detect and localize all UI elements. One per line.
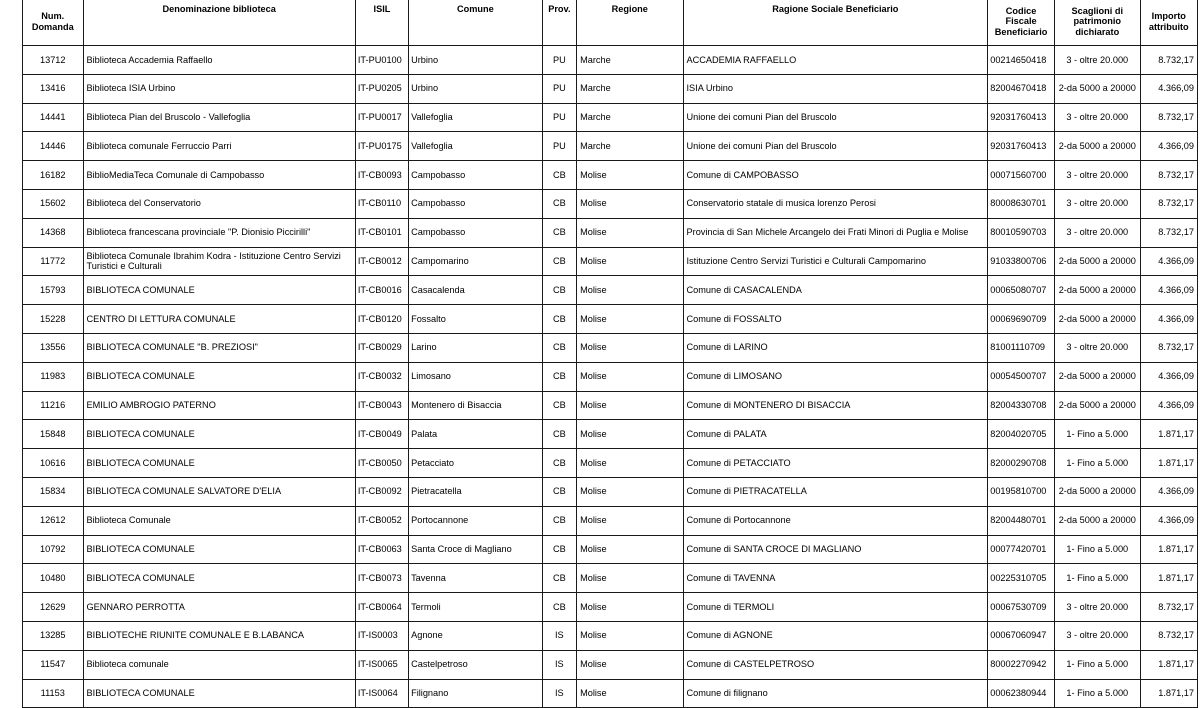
table-row [23,46,1198,75]
cell-denominazione: BiblioMediaTeca Comunale di Campobasso [83,161,355,190]
header-importo: Importo attribuito [1140,0,1197,46]
cell-ragione-sociale: ACCADEMIA RAFFAELLO [683,46,988,75]
cell-denominazione: BIBLIOTECA COMUNALE [83,535,355,564]
cell-denominazione: Biblioteca ISIA Urbino [83,74,355,103]
cell-prov: CB [542,276,576,305]
cell-ragione-sociale: Comune di PIETRACATELLA [683,477,988,506]
cell-codice-fiscale: 82004330708 [988,391,1055,420]
cell-importo: 4.366,09 [1140,74,1197,103]
cell-isil: IT-CB0120 [355,305,408,334]
cell-denominazione: BIBLIOTECA COMUNALE [83,679,355,708]
cell-regione: Molise [577,391,683,420]
cell-isil: IT-CB0043 [355,391,408,420]
cell-ragione-sociale: Comune di filignano [683,679,988,708]
cell-importo: 8.732,17 [1140,161,1197,190]
cell-codice-fiscale: 82004020705 [988,420,1055,449]
cell-regione: Molise [577,621,683,650]
cell-prov: CB [542,189,576,218]
cell-isil: IT-CB0049 [355,420,408,449]
cell-regione: Molise [577,161,683,190]
cell-importo: 4.366,09 [1140,247,1197,276]
header-ragione-sociale: Ragione Sociale Beneficiario [683,0,988,46]
table-row [23,189,1198,218]
cell-num-domanda: 13712 [23,46,84,75]
cell-denominazione: BIBLIOTECHE RIUNITE COMUNALE E B.LABANCA [83,621,355,650]
table-row [23,218,1198,247]
cell-prov: PU [542,132,576,161]
cell-prov: CB [542,506,576,535]
cell-num-domanda: 10480 [23,564,84,593]
cell-num-domanda: 13416 [23,74,84,103]
cell-codice-fiscale: 92031760413 [988,132,1055,161]
cell-codice-fiscale: 00065080707 [988,276,1055,305]
cell-importo: 4.366,09 [1140,391,1197,420]
cell-ragione-sociale: ISIA Urbino [683,74,988,103]
cell-scaglione: 2-da 5000 a 20000 [1054,506,1140,535]
cell-comune: Casacalenda [409,276,543,305]
cell-scaglione: 3 - oltre 20.000 [1054,593,1140,622]
cell-comune: Petacciato [409,449,543,478]
cell-importo: 8.732,17 [1140,621,1197,650]
cell-codice-fiscale: 82004670418 [988,74,1055,103]
cell-comune: Tavenna [409,564,543,593]
cell-comune: Urbino [409,46,543,75]
cell-num-domanda: 12629 [23,593,84,622]
cell-ragione-sociale: Comune di TAVENNA [683,564,988,593]
cell-regione: Marche [577,132,683,161]
header-regione: Regione [577,0,683,46]
cell-scaglione: 1- Fino a 5.000 [1054,564,1140,593]
cell-denominazione: Biblioteca comunale [83,650,355,679]
table-row [23,333,1198,362]
cell-isil: IT-CB0064 [355,593,408,622]
cell-codice-fiscale: 00067060947 [988,621,1055,650]
cell-prov: CB [542,564,576,593]
cell-scaglione: 2-da 5000 a 20000 [1054,362,1140,391]
cell-prov: IS [542,679,576,708]
cell-num-domanda: 12612 [23,506,84,535]
cell-regione: Marche [577,74,683,103]
cell-codice-fiscale: 80010590703 [988,218,1055,247]
cell-regione: Molise [577,305,683,334]
cell-importo: 1.871,17 [1140,650,1197,679]
table-row [23,650,1198,679]
cell-ragione-sociale: Comune di CASACALENDA [683,276,988,305]
cell-scaglione: 3 - oltre 20.000 [1054,161,1140,190]
table-row [23,247,1198,276]
cell-codice-fiscale: 00077420701 [988,535,1055,564]
cell-regione: Molise [577,420,683,449]
cell-comune: Santa Croce di Magliano [409,535,543,564]
cell-scaglione: 3 - oltre 20.000 [1054,621,1140,650]
cell-isil: IT-CB0101 [355,218,408,247]
cell-importo: 4.366,09 [1140,305,1197,334]
cell-denominazione: Biblioteca Accademia Raffaello [83,46,355,75]
cell-importo: 8.732,17 [1140,333,1197,362]
cell-isil: IT-CB0110 [355,189,408,218]
cell-num-domanda: 13285 [23,621,84,650]
cell-comune: Larino [409,333,543,362]
cell-denominazione: Biblioteca comunale Ferruccio Parri [83,132,355,161]
cell-codice-fiscale: 00054500707 [988,362,1055,391]
cell-isil: IT-CB0050 [355,449,408,478]
cell-prov: CB [542,305,576,334]
cell-ragione-sociale: Comune di Portocannone [683,506,988,535]
cell-importo: 1.871,17 [1140,449,1197,478]
cell-scaglione: 3 - oltre 20.000 [1054,46,1140,75]
cell-comune: Montenero di Bisaccia [409,391,543,420]
cell-regione: Marche [577,103,683,132]
cell-isil: IT-IS0064 [355,679,408,708]
cell-importo: 1.871,17 [1140,679,1197,708]
cell-isil: IT-PU0175 [355,132,408,161]
table-row [23,276,1198,305]
cell-prov: CB [542,247,576,276]
cell-importo: 8.732,17 [1140,593,1197,622]
header-scaglioni: Scaglioni di patrimonio dichiarato [1054,0,1140,46]
cell-scaglione: 2-da 5000 a 20000 [1054,477,1140,506]
cell-denominazione: BIBLIOTECA COMUNALE [83,276,355,305]
table-row [23,506,1198,535]
cell-importo: 4.366,09 [1140,362,1197,391]
cell-importo: 1.871,17 [1140,420,1197,449]
cell-scaglione: 3 - oltre 20.000 [1054,103,1140,132]
cell-denominazione: Biblioteca Pian del Bruscolo - Vallefoglia [83,103,355,132]
table-row [23,420,1198,449]
cell-comune: Campomarino [409,247,543,276]
cell-codice-fiscale: 82000290708 [988,449,1055,478]
cell-num-domanda: 11153 [23,679,84,708]
cell-prov: IS [542,621,576,650]
cell-importo: 1.871,17 [1140,564,1197,593]
cell-num-domanda: 15228 [23,305,84,334]
cell-scaglione: 2-da 5000 a 20000 [1054,305,1140,334]
table-row [23,564,1198,593]
cell-scaglione: 2-da 5000 a 20000 [1054,391,1140,420]
cell-comune: Termoli [409,593,543,622]
cell-scaglione: 3 - oltre 20.000 [1054,218,1140,247]
table-row [23,391,1198,420]
cell-comune: Pietracatella [409,477,543,506]
cell-denominazione: BIBLIOTECA COMUNALE [83,420,355,449]
cell-codice-fiscale: 00069690709 [988,305,1055,334]
cell-num-domanda: 15834 [23,477,84,506]
cell-codice-fiscale: 00067530709 [988,593,1055,622]
cell-comune: Fossalto [409,305,543,334]
cell-codice-fiscale: 80002270942 [988,650,1055,679]
cell-num-domanda: 11983 [23,362,84,391]
cell-prov: PU [542,74,576,103]
cell-ragione-sociale: Unione dei comuni Pian del Bruscolo [683,103,988,132]
cell-isil: IT-CB0063 [355,535,408,564]
cell-ragione-sociale: Comune di SANTA CROCE DI MAGLIANO [683,535,988,564]
cell-num-domanda: 10792 [23,535,84,564]
cell-num-domanda: 15602 [23,189,84,218]
table-row [23,132,1198,161]
cell-scaglione: 2-da 5000 a 20000 [1054,132,1140,161]
cell-regione: Marche [577,46,683,75]
cell-importo: 1.871,17 [1140,535,1197,564]
table-header-row [23,0,1198,46]
cell-comune: Campobasso [409,161,543,190]
cell-denominazione: GENNARO PERROTTA [83,593,355,622]
cell-regione: Molise [577,679,683,708]
table-row [23,449,1198,478]
cell-codice-fiscale: 81001110709 [988,333,1055,362]
table-row [23,305,1198,334]
cell-prov: PU [542,103,576,132]
cell-ragione-sociale: Comune di MONTENERO DI BISACCIA [683,391,988,420]
table-row [23,74,1198,103]
cell-isil: IT-IS0003 [355,621,408,650]
cell-scaglione: 2-da 5000 a 20000 [1054,74,1140,103]
cell-prov: CB [542,593,576,622]
cell-regione: Molise [577,535,683,564]
table-row [23,679,1198,708]
header-num-domanda: Num. Domanda [23,0,84,46]
cell-prov: CB [542,161,576,190]
cell-importo: 8.732,17 [1140,46,1197,75]
cell-isil: IT-CB0073 [355,564,408,593]
cell-isil: IT-CB0093 [355,161,408,190]
cell-prov: CB [542,477,576,506]
cell-ragione-sociale: Comune di PETACCIATO [683,449,988,478]
cell-scaglione: 1- Fino a 5.000 [1054,650,1140,679]
cell-denominazione: BIBLIOTECA COMUNALE SALVATORE D'ELIA [83,477,355,506]
cell-comune: Vallefoglia [409,132,543,161]
cell-scaglione: 1- Fino a 5.000 [1054,420,1140,449]
cell-num-domanda: 11772 [23,247,84,276]
cell-ragione-sociale: Comune di TERMOLI [683,593,988,622]
cell-num-domanda: 14441 [23,103,84,132]
cell-regione: Molise [577,564,683,593]
cell-num-domanda: 11216 [23,391,84,420]
cell-comune: Limosano [409,362,543,391]
table-row [23,477,1198,506]
cell-regione: Molise [577,650,683,679]
cell-regione: Molise [577,506,683,535]
cell-prov: CB [542,420,576,449]
cell-scaglione: 3 - oltre 20.000 [1054,333,1140,362]
cell-ragione-sociale: Comune di LARINO [683,333,988,362]
table-row [23,535,1198,564]
cell-comune: Castelpetroso [409,650,543,679]
cell-ragione-sociale: Comune di LIMOSANO [683,362,988,391]
table-row [23,621,1198,650]
cell-codice-fiscale: 00195810700 [988,477,1055,506]
cell-ragione-sociale: Conservatorio statale di musica lorenzo Perosi [683,189,988,218]
table-body [23,46,1198,708]
cell-scaglione: 1- Fino a 5.000 [1054,679,1140,708]
table-row [23,593,1198,622]
header-isil: ISIL [355,0,408,46]
cell-isil: IT-CB0092 [355,477,408,506]
cell-prov: IS [542,650,576,679]
cell-ragione-sociale: Provincia di San Michele Arcangelo dei Frati Minori di Puglia e Molise [683,218,988,247]
cell-isil: IT-PU0100 [355,46,408,75]
cell-codice-fiscale: 00225310705 [988,564,1055,593]
cell-codice-fiscale: 00062380944 [988,679,1055,708]
header-denominazione: Denominazione biblioteca [83,0,355,46]
header-comune: Comune [409,0,543,46]
cell-ragione-sociale: Comune di FOSSALTO [683,305,988,334]
cell-scaglione: 1- Fino a 5.000 [1054,535,1140,564]
cell-ragione-sociale: Comune di CASTELPETROSO [683,650,988,679]
cell-scaglione: 1- Fino a 5.000 [1054,449,1140,478]
header-codice-fiscale: Codice Fiscale Beneficiario [988,0,1055,46]
cell-denominazione: CENTRO DI LETTURA COMUNALE [83,305,355,334]
table-row [23,103,1198,132]
cell-scaglione: 2-da 5000 a 20000 [1054,276,1140,305]
cell-scaglione: 3 - oltre 20.000 [1054,189,1140,218]
cell-isil: IT-CB0052 [355,506,408,535]
cell-importo: 8.732,17 [1140,218,1197,247]
cell-prov: CB [542,449,576,478]
cell-isil: IT-CB0012 [355,247,408,276]
cell-denominazione: BIBLIOTECA COMUNALE "B. PREZIOSI" [83,333,355,362]
beneficiari-table [22,0,1198,708]
table-row [23,161,1198,190]
cell-comune: Campobasso [409,218,543,247]
cell-regione: Molise [577,276,683,305]
cell-denominazione: Biblioteca Comunale [83,506,355,535]
cell-denominazione: BIBLIOTECA COMUNALE [83,449,355,478]
cell-importo: 4.366,09 [1140,276,1197,305]
table-row [23,362,1198,391]
cell-comune: Campobasso [409,189,543,218]
cell-denominazione: BIBLIOTECA COMUNALE [83,564,355,593]
cell-regione: Molise [577,247,683,276]
cell-prov: CB [542,362,576,391]
cell-num-domanda: 14368 [23,218,84,247]
cell-comune: Vallefoglia [409,103,543,132]
cell-isil: IT-PU0017 [355,103,408,132]
cell-codice-fiscale: 82004480701 [988,506,1055,535]
cell-regione: Molise [577,593,683,622]
cell-comune: Palata [409,420,543,449]
cell-num-domanda: 16182 [23,161,84,190]
cell-prov: CB [542,535,576,564]
cell-denominazione: Biblioteca del Conservatorio [83,189,355,218]
cell-prov: PU [542,46,576,75]
cell-importo: 8.732,17 [1140,103,1197,132]
cell-regione: Molise [577,189,683,218]
cell-importo: 4.366,09 [1140,506,1197,535]
cell-importo: 4.366,09 [1140,132,1197,161]
cell-codice-fiscale: 92031760413 [988,103,1055,132]
cell-comune: Urbino [409,74,543,103]
cell-codice-fiscale: 80008630701 [988,189,1055,218]
cell-ragione-sociale: Comune di PALATA [683,420,988,449]
cell-denominazione: BIBLIOTECA COMUNALE [83,362,355,391]
cell-isil: IT-CB0016 [355,276,408,305]
cell-comune: Agnone [409,621,543,650]
cell-codice-fiscale: 91033800706 [988,247,1055,276]
cell-prov: CB [542,391,576,420]
cell-num-domanda: 14446 [23,132,84,161]
cell-comune: Filignano [409,679,543,708]
cell-prov: CB [542,333,576,362]
cell-isil: IT-CB0032 [355,362,408,391]
cell-num-domanda: 15793 [23,276,84,305]
cell-ragione-sociale: Istituzione Centro Servizi Turistici e Culturali Campomarino [683,247,988,276]
cell-num-domanda: 10616 [23,449,84,478]
cell-scaglione: 2-da 5000 a 20000 [1054,247,1140,276]
cell-isil: IT-PU0205 [355,74,408,103]
cell-importo: 8.732,17 [1140,189,1197,218]
cell-regione: Molise [577,362,683,391]
cell-denominazione: EMILIO AMBROGIO PATERNO [83,391,355,420]
cell-regione: Molise [577,477,683,506]
cell-num-domanda: 13556 [23,333,84,362]
cell-ragione-sociale: Comune di CAMPOBASSO [683,161,988,190]
cell-codice-fiscale: 00214650418 [988,46,1055,75]
cell-regione: Molise [577,218,683,247]
cell-ragione-sociale: Unione dei comuni Pian del Bruscolo [683,132,988,161]
cell-regione: Molise [577,333,683,362]
cell-regione: Molise [577,449,683,478]
cell-num-domanda: 15848 [23,420,84,449]
cell-codice-fiscale: 00071560700 [988,161,1055,190]
header-prov: Prov. [542,0,576,46]
cell-prov: CB [542,218,576,247]
cell-importo: 4.366,09 [1140,477,1197,506]
cell-isil: IT-CB0029 [355,333,408,362]
cell-num-domanda: 11547 [23,650,84,679]
cell-denominazione: Biblioteca Comunale Ibrahim Kodra - Istituzione Centro Servizi Turistici e Culturali [83,247,355,276]
cell-isil: IT-IS0065 [355,650,408,679]
cell-ragione-sociale: Comune di AGNONE [683,621,988,650]
cell-denominazione: Biblioteca francescana provinciale "P. Dionisio Piccirilli" [83,218,355,247]
cell-comune: Portocannone [409,506,543,535]
